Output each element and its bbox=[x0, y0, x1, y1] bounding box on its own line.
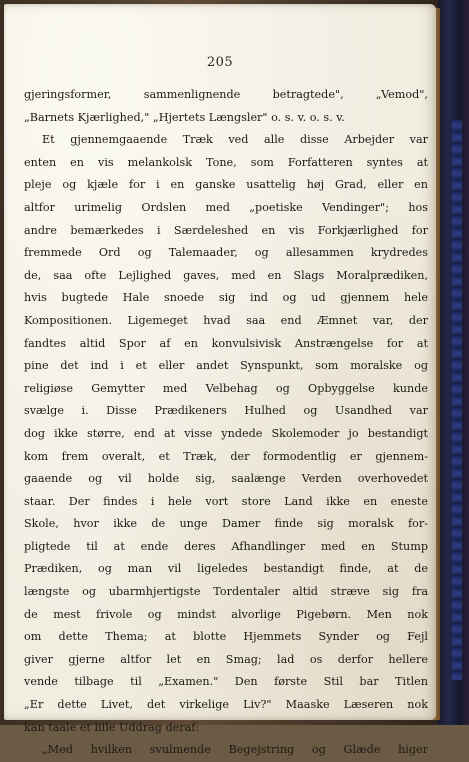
text-line: religiøse Gemytter med Velbehag og Opbyggelse kunde bbox=[24, 381, 428, 395]
text-line: altfor urimelig Ordslen med „poetiske Vendinger"; hos bbox=[24, 200, 428, 214]
body-text bbox=[24, 84, 428, 762]
page-number: 205 bbox=[206, 55, 234, 70]
text-line: pligtede til at ende deres Afhandlinger med en Stump bbox=[24, 539, 428, 553]
text-line: Kompositionen. Ligemeget hvad saa end Æmnet var, der bbox=[24, 313, 428, 327]
text-line: de mest frivole og mindst alvorlige Pigebørn. Men nok bbox=[24, 607, 428, 621]
text-line: fremmede Ord og Talemaader, og allesammen krydredes bbox=[24, 246, 428, 260]
text-line: dog ikke større, end at visse yndede Skolemoder jo bestandigt bbox=[24, 426, 428, 440]
text-line: „Er dette Livet, det virkelige Liv?" Maaske Læseren nok bbox=[24, 698, 428, 712]
text-line: gaaende og vil holde sig, saalænge Verden overhovedet bbox=[24, 472, 428, 486]
text-line: kom frem overalt, et Træk, der formodentlig er gjennem- bbox=[24, 449, 428, 463]
text-line: fandtes altid Spor af en konvulsivisk Anstrængelse for at bbox=[24, 336, 428, 350]
book-page bbox=[4, 4, 436, 757]
text-line: gjeringsformer, sammenlignende betragtede", „Vemod", bbox=[24, 88, 428, 101]
text-line: hvis bugtede Hale snoede sig ind og ud gjennem hele bbox=[24, 291, 428, 305]
text-line: andre bemærkedes i Særdeleshed en vis Forkjærlighed for bbox=[24, 223, 428, 237]
text-line: vende tilbage til „Examen." Den første Stil bar Titlen bbox=[24, 675, 428, 689]
text-line: „Barnets Kjærlighed," „Hjertets Længsler" o. s. v. o. s. v. bbox=[24, 110, 345, 124]
text-line: „Med hvilken svulmende Begejstring og Glæde higer bbox=[42, 743, 428, 757]
text-line: staar. Der findes i hele vort store Land ikke en eneste bbox=[24, 494, 428, 508]
text-line: de, saa ofte Lejlighed gaves, med en Slags Moralprædiken, bbox=[24, 268, 428, 282]
text-line: pleje og kjæle for i en ganske usattelig høj Grad, eller en bbox=[24, 178, 428, 192]
text-line: Et gjennemgaaende Træk ved alle disse Arbejder var bbox=[42, 133, 428, 147]
text-line: kan taale et lille Uddrag deraf: bbox=[24, 720, 200, 734]
text-line: enten en vis melankolsk Tone, som Forfatteren syntes at bbox=[24, 155, 428, 169]
text-line: pine det ind i et eller andet Synspunkt, som moralske og bbox=[24, 359, 428, 373]
text-line: Prædiken, og man vil ligeledes bestandigt finde, at de bbox=[24, 562, 428, 576]
binding-pattern bbox=[452, 120, 462, 680]
text-line: giver gjerne altfor let en Smag; lad os derfor hellere bbox=[24, 652, 428, 666]
text-line: længste og ubarmhjertigste Tordentaler altid stræve sig fra bbox=[24, 585, 428, 599]
text-line: svælge i. Disse Prædikeners Hulhed og Usandhed var bbox=[24, 404, 428, 418]
text-line: Skole, hvor ikke de unge Damer finde sig moralsk for- bbox=[24, 517, 428, 531]
text-line: om dette Thema; at blotte Hjemmets Synder og Fejl bbox=[24, 630, 428, 644]
